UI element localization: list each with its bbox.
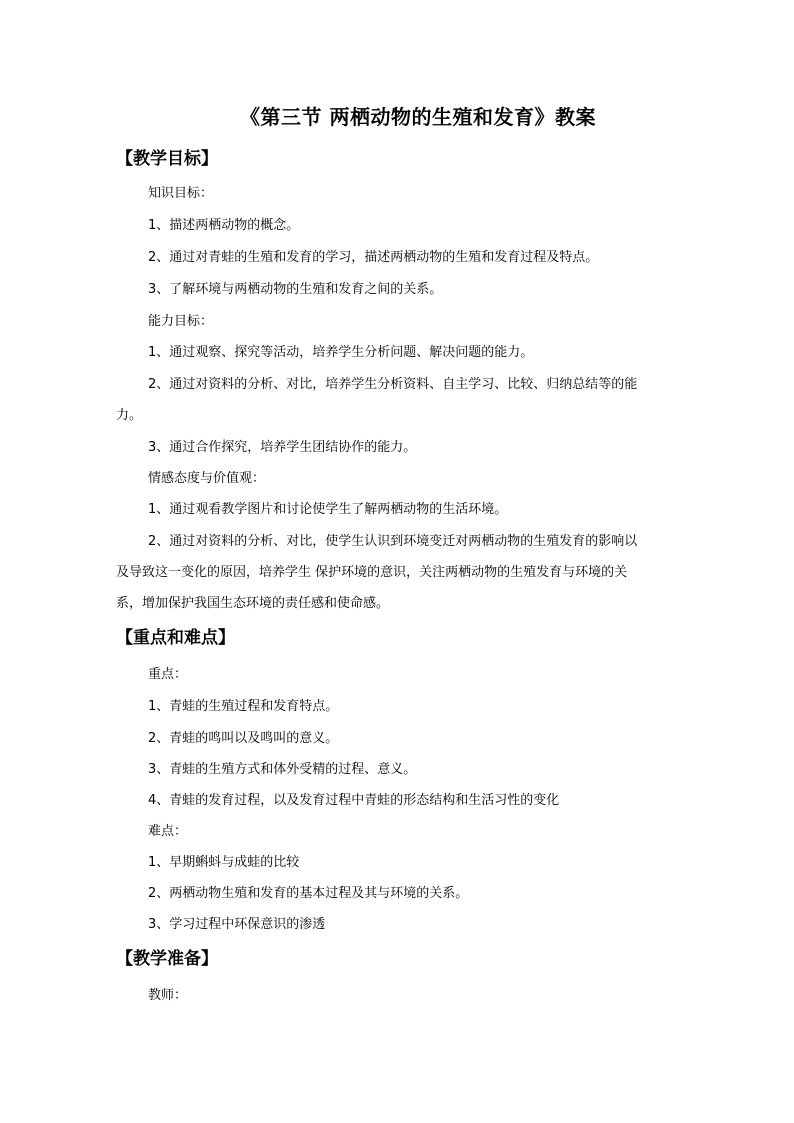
subheading-key-points: 重点： (148, 667, 188, 682)
paragraph-line: 3、青蛙的生殖方式和体外受精的过程、意义。 (148, 762, 417, 777)
paragraph-line: 2、通过对资料的分析、对比，使学生认识到环境变迁对两栖动物的生殖发育的影响以 (148, 534, 638, 549)
paragraph-line-continued: 系，增加保护我国生态环境的责任感和使命感。 (116, 596, 390, 611)
paragraph-line: 3、通过合作探究，培养学生团结协作的能力。 (148, 440, 417, 455)
paragraph-line: 2、通过对青蛙的生殖和发育的学习，描述两栖动物的生殖和发育过程及特点。 (148, 250, 599, 265)
document-title: 《第三节 两栖动物的生殖和发育》教案 (240, 105, 596, 129)
paragraph-line: 1、青蛙的生殖过程和发育特点。 (148, 699, 339, 714)
paragraph-line: 1、描述两栖动物的概念。 (148, 218, 300, 233)
paragraph-line: 1、通过观察、探究等活动，培养学生分析问题、解决问题的能力。 (148, 345, 534, 360)
paragraph-line: 1、通过观看教学图片和讨论使学生了解两栖动物的生活环境。 (148, 502, 508, 517)
paragraph-line: 2、两栖动物生殖和发育的基本过程及其与环境的关系。 (148, 886, 469, 901)
section-heading-key-points-difficulties: 【重点和难点】 (116, 628, 235, 648)
section-heading-teaching-objectives: 【教学目标】 (116, 149, 218, 169)
paragraph-line: 4、青蛙的发育过程，以及发育过程中青蛙的形态结构和生活习性的变化 (148, 793, 560, 808)
paragraph-line-continued: 力。 (116, 408, 143, 423)
paragraph-line-continued: 及导致这一变化的原因，培养学生 保护环境的意识，关注两栖动物的生殖发育与环境的关 (116, 565, 628, 580)
paragraph-line: 1、早期蝌蚪与成蛙的比较 (148, 855, 300, 870)
subheading-ability-goals: 能力目标： (148, 314, 214, 329)
subheading-teacher: 教师： (148, 988, 188, 1003)
subheading-knowledge-goals: 知识目标： (148, 186, 214, 201)
paragraph-line: 2、青蛙的鸣叫以及鸣叫的意义。 (148, 731, 339, 746)
subheading-attitude-values: 情感态度与价值观： (148, 471, 266, 486)
paragraph-line: 3、学习过程中环保意识的渗透 (148, 917, 326, 932)
subheading-difficulties: 难点： (148, 824, 188, 839)
section-heading-teaching-preparation: 【教学准备】 (116, 949, 218, 969)
paragraph-line: 2、通过对资料的分析、对比，培养学生分析资料、自主学习、比较、归纳总结等的能 (148, 377, 638, 392)
paragraph-line: 3、了解环境与两栖动物的生殖和发育之间的关系。 (148, 282, 443, 297)
